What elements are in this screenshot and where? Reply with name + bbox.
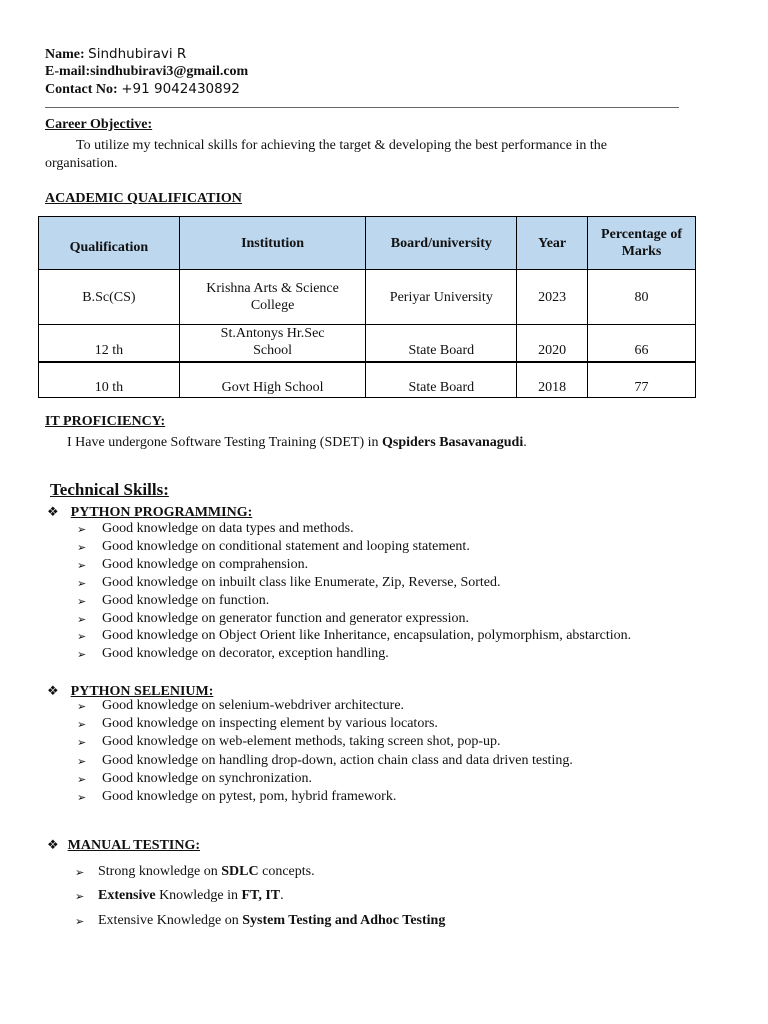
name-value: Sindhubiravi R	[88, 46, 187, 62]
table-row	[39, 325, 696, 363]
python-selenium-title: PYTHON SELENIUM:	[70, 684, 214, 699]
manual-item1-bold: SDLC	[221, 864, 259, 879]
manual-item3-bold: System Testing and Adhoc Testing	[242, 913, 446, 928]
col-header-percentage	[588, 217, 696, 270]
list-item: Good knowledge on synchronization.	[102, 770, 312, 786]
email-value[interactable]: sindhubiravi3@gmail.com	[90, 64, 249, 79]
name-label: Name:	[45, 47, 85, 62]
arrow-bullet-icon: ➢	[77, 773, 87, 786]
table-header-row	[39, 217, 696, 270]
career-objective-line2: organisation.	[45, 156, 118, 171]
cell-institution	[179, 325, 366, 363]
manual-item-system-testing	[98, 913, 445, 929]
manual-item-ft-it	[98, 888, 284, 904]
list-item: Good knowledge on inspecting element by various locators.	[102, 716, 438, 732]
manual-item1-pre: Strong knowledge on	[98, 864, 222, 879]
table-row	[39, 362, 696, 398]
col-header-year: Year	[517, 217, 588, 270]
arrow-bullet-icon: ➢	[77, 701, 87, 713]
percentage-header-line2: Marks	[621, 244, 662, 259]
arrow-bullet-icon: ➢	[77, 577, 87, 590]
it-proficiency-title: IT PROFICIENCY:	[45, 414, 166, 429]
python-section-header	[47, 503, 252, 521]
col-header-qualification: Qualification	[39, 217, 180, 270]
col-header-institution: Institution	[179, 217, 366, 270]
arrow-bullet-icon: ➢	[77, 613, 87, 626]
arrow-bullet-icon: ➢	[77, 595, 87, 608]
manual-item2-bold: Extensive	[98, 888, 156, 903]
it-text-suffix: .	[523, 435, 527, 450]
cell-percentage: 77	[588, 362, 696, 398]
header-divider	[45, 107, 679, 108]
manual-item2-bold2: FT, IT	[241, 888, 281, 903]
cell-board: State Board	[366, 362, 517, 398]
contact-line	[45, 81, 240, 98]
diamond-bullet-icon: ❖	[47, 504, 59, 519]
institution-line2: School	[253, 343, 293, 358]
cell-qualification: 12 th	[39, 325, 180, 363]
list-item: Good knowledge on data types and methods.	[102, 521, 354, 536]
career-objective-line1: To utilize my technical skills for achieving the target & developing the best performance in the	[76, 138, 607, 153]
manual-item2-post: .	[280, 888, 284, 903]
col-header-board: Board/university	[366, 217, 517, 270]
diamond-bullet-icon: ❖	[47, 837, 59, 852]
list-item: Good knowledge on handling drop-down, action chain class and data driven testing.	[102, 752, 573, 768]
institution-line1: St.Antonys Hr.Sec	[220, 326, 325, 341]
python-programming-title: PYTHON PROGRAMMING:	[70, 505, 253, 520]
it-text-institute: Qspiders Basavanagudi	[382, 435, 524, 450]
name-line	[45, 46, 186, 63]
email-line	[45, 64, 248, 80]
career-objective-title: Career Objective:	[45, 117, 153, 132]
arrow-bullet-icon: ➢	[75, 867, 85, 879]
diamond-bullet-icon: ❖	[47, 683, 59, 698]
cell-institution	[179, 270, 366, 325]
table-row	[39, 270, 696, 325]
list-item: Good knowledge on conditional statement and looping statement.	[102, 538, 470, 554]
list-item: Good knowledge on function.	[102, 592, 270, 608]
list-item: Good knowledge on generator function and generator expression.	[102, 610, 469, 626]
arrow-bullet-icon: ➢	[75, 916, 85, 928]
list-item: Good knowledge on web-element methods, taking screen shot, pop-up.	[102, 734, 501, 750]
list-item: Good knowledge on pytest, pom, hybrid framework.	[102, 789, 397, 804]
list-item: Good knowledge on comprahension.	[102, 556, 309, 572]
it-proficiency-text	[67, 435, 527, 451]
arrow-bullet-icon: ➢	[75, 891, 85, 903]
academic-title: ACADEMIC QUALIFICATION	[45, 191, 242, 206]
list-item: Good knowledge on selenium-webdriver architecture.	[102, 698, 405, 713]
manual-item2-mid: Knowledge in	[155, 888, 242, 903]
arrow-bullet-icon: ➢	[77, 541, 87, 554]
contact-label: Contact No:	[45, 82, 118, 97]
cell-percentage: 66	[588, 325, 696, 363]
arrow-bullet-icon: ➢	[77, 631, 87, 644]
cell-year: 2018	[517, 362, 588, 398]
academic-table	[38, 216, 696, 398]
cell-board: State Board	[366, 325, 517, 363]
list-item: Good knowledge on inbuilt class like Enumerate, Zip, Reverse, Sorted.	[102, 574, 501, 590]
institution-line2: College	[250, 298, 295, 313]
it-text-prefix: I Have undergone Software Testing Training (SDET) in	[67, 435, 383, 450]
arrow-bullet-icon: ➢	[77, 737, 87, 750]
list-item: Good knowledge on Object Orient like Inheritance, encapsulation, polymorphism, abstarction.	[102, 628, 632, 644]
cell-year: 2020	[517, 325, 588, 363]
manual-testing-title: MANUAL TESTING:	[67, 838, 201, 853]
email-label: E-mail:	[45, 64, 91, 79]
arrow-bullet-icon: ➢	[77, 559, 87, 572]
arrow-bullet-icon: ➢	[77, 524, 87, 536]
cell-qualification: 10 th	[39, 362, 180, 398]
technical-skills-title: Technical Skills:	[50, 480, 169, 499]
percentage-header-line1: Percentage of	[601, 227, 683, 242]
manual-item3-pre: Extensive Knowledge on	[98, 913, 243, 928]
contact-value: +91 9042430892	[121, 81, 240, 97]
manual-section-header	[47, 836, 200, 854]
manual-item1-post: concepts.	[258, 864, 315, 879]
manual-item-sdlc	[98, 864, 315, 880]
arrow-bullet-icon: ➢	[77, 719, 87, 732]
arrow-bullet-icon: ➢	[77, 755, 87, 768]
cell-board: Periyar University	[366, 270, 517, 325]
cell-year: 2023	[517, 270, 588, 325]
cell-institution: Govt High School	[179, 362, 366, 398]
cell-qualification: B.Sc(CS)	[39, 270, 180, 325]
list-item: Good knowledge on decorator, exception handling.	[102, 646, 389, 662]
arrow-bullet-icon: ➢	[77, 649, 87, 662]
arrow-bullet-icon: ➢	[77, 792, 87, 804]
cell-percentage: 80	[588, 270, 696, 325]
institution-line1: Krishna Arts & Science	[206, 281, 339, 296]
